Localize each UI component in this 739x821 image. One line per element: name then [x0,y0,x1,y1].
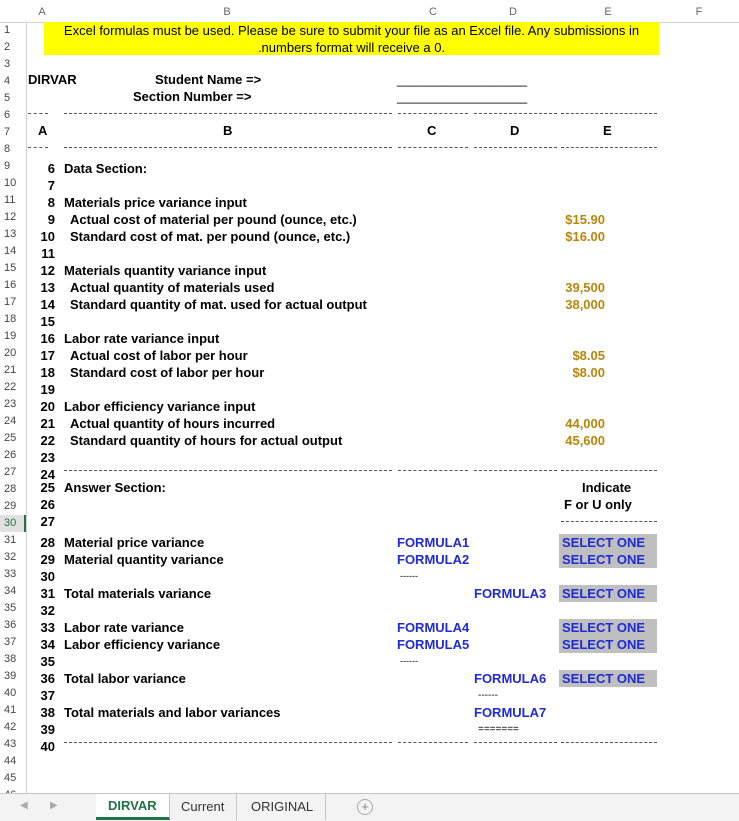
line-number[interactable]: 33 [40,620,55,635]
column-header-f[interactable]: F [695,6,703,18]
scroll-tabs-left-icon[interactable]: ◀ [20,800,28,811]
separator [28,113,48,114]
column-header-c[interactable]: C [429,6,437,18]
row-header[interactable]: 20 [4,347,17,359]
banner-line-2: .numbers format will receive a 0. [257,40,446,55]
line-number[interactable]: 22 [40,433,55,448]
formula-cell[interactable]: FORMULA3 [474,586,547,601]
sheet-code[interactable]: DIRVAR [28,72,77,87]
row-header[interactable]: 7 [4,126,11,138]
line-number[interactable]: 15 [40,314,55,329]
data-label[interactable]: Labor rate variance input [64,331,220,346]
formula-cell[interactable]: FORMULA6 [474,671,547,686]
line-number[interactable]: 14 [40,297,55,312]
line-number[interactable]: 12 [40,263,55,278]
banner-line-1: Excel formulas must be used. Please be sure to submit your file as an Excel file. Any submissions in [63,23,640,38]
spreadsheet-grid [27,22,739,793]
student-name-label[interactable]: Student Name => [155,72,262,87]
separator [398,147,468,148]
line-number[interactable]: 11 [41,246,55,261]
data-label[interactable]: Materials quantity variance input [64,263,267,278]
col-label-e[interactable]: E [603,123,612,138]
separator [561,742,657,743]
row-header[interactable]: 44 [4,755,17,767]
separator [561,521,657,522]
separator [561,113,657,114]
row-header[interactable]: 4 [4,75,11,87]
subtotal-underline[interactable]: ------ [478,690,498,701]
col-label-d[interactable]: D [510,123,520,138]
row-header[interactable]: 18 [4,313,17,325]
tab-original[interactable]: ORIGINAL [239,794,326,820]
row-header[interactable]: 15 [4,262,17,274]
row-header[interactable]: 39 [4,670,17,682]
line-number[interactable]: 27 [40,514,55,529]
separator [64,742,392,743]
data-label[interactable]: Data Section: [64,161,148,176]
data-label[interactable]: Standard cost of mat. per pound (ounce, etc.) [70,229,351,244]
row-header[interactable]: 22 [4,381,17,393]
separator [64,147,392,148]
column-header-e[interactable]: E [604,6,612,18]
select-one-dropdown[interactable]: SELECT ONE [559,636,657,653]
line-number[interactable]: 39 [40,722,55,737]
row-header[interactable]: 19 [4,330,17,342]
input-value[interactable]: $15.90 [565,212,605,227]
answer-label[interactable]: Labor rate variance [64,620,184,635]
row-header[interactable]: 21 [4,364,17,376]
data-label[interactable]: Labor efficiency variance input [64,399,256,414]
row-header[interactable]: 9 [4,160,11,172]
instructions-banner[interactable] [44,22,659,55]
col-label-a[interactable]: A [38,123,48,138]
row-header[interactable]: 17 [4,296,17,308]
formula-cell[interactable]: FORMULA1 [397,535,470,550]
input-value[interactable]: $16.00 [565,229,605,244]
row-header[interactable]: 5 [4,92,11,104]
data-label[interactable]: Actual cost of labor per hour [70,348,248,363]
column-header-d[interactable]: D [509,6,517,18]
row-header[interactable]: 25 [4,432,17,444]
answer-label[interactable]: Total materials and labor variances [64,705,281,720]
line-number[interactable]: 36 [40,671,55,686]
col-label-c[interactable]: C [427,123,437,138]
column-header-bar [0,0,739,23]
separator [561,147,657,148]
input-value[interactable]: $8.05 [572,348,605,363]
formula-cell[interactable]: FORMULA2 [397,552,470,567]
answer-label[interactable]: Total labor variance [64,671,186,686]
select-one-dropdown[interactable]: SELECT ONE [559,534,657,551]
row-header[interactable]: 28 [4,483,17,495]
line-number[interactable]: 19 [40,382,55,397]
data-label[interactable]: Standard quantity of hours for actual output [70,433,343,448]
row-header[interactable]: 36 [4,619,17,631]
row-header[interactable]: 26 [4,449,17,461]
separator [398,470,468,471]
line-number[interactable]: 26 [40,497,55,512]
line-number[interactable]: 21 [40,416,55,431]
input-value[interactable]: 39,500 [565,280,605,295]
row-header[interactable]: 27 [4,466,17,478]
input-value[interactable]: 38,000 [565,297,605,312]
row-header[interactable]: 3 [4,58,11,70]
row-header[interactable]: 34 [4,585,17,597]
separator [474,742,557,743]
row-header[interactable]: 14 [4,245,17,257]
data-label[interactable]: Actual quantity of hours incurred [70,416,276,431]
row-header[interactable]: 6 [4,109,11,121]
answer-label[interactable]: Material price variance [64,535,205,550]
row-header[interactable]: 24 [4,415,17,427]
line-number[interactable]: 25 [40,480,55,495]
line-number[interactable]: 6 [47,161,55,176]
line-number[interactable]: 16 [40,331,55,346]
line-number[interactable]: 40 [40,739,55,754]
data-label[interactable]: Actual cost of material per pound (ounce, etc.) [70,212,357,227]
line-number[interactable]: 9 [47,212,55,227]
answer-section-title[interactable]: Answer Section: [64,480,166,495]
answer-label[interactable]: Total materials variance [64,586,212,601]
row-header[interactable]: 32 [4,551,17,563]
data-label[interactable]: Materials price variance input [64,195,247,210]
row-header[interactable]: 45 [4,772,17,784]
input-value[interactable]: 44,000 [565,416,605,431]
row-header[interactable]: 12 [4,211,17,223]
line-number[interactable]: 8 [47,195,55,210]
tab-dirvar[interactable]: DIRVAR [96,794,170,820]
line-number[interactable]: 13 [40,280,55,295]
line-number[interactable]: 35 [40,654,55,669]
separator [561,470,657,471]
formula-cell[interactable]: FORMULA4 [397,620,470,635]
formula-cell[interactable]: FORMULA7 [474,705,547,720]
row-header[interactable]: 37 [4,636,17,648]
separator [398,742,468,743]
formula-cell[interactable]: FORMULA5 [397,637,470,652]
line-number[interactable]: 23 [40,450,55,465]
section-number-input[interactable]: __________________ [397,89,528,104]
section-number-label[interactable]: Section Number => [133,89,252,104]
row-header[interactable]: 31 [4,534,17,546]
subtotal-underline[interactable]: ------ [400,656,418,666]
input-value[interactable]: $8.00 [572,365,605,380]
column-header-a[interactable]: A [38,6,46,18]
f-or-u-label[interactable]: F or U only [564,497,632,512]
row-header[interactable]: 13 [4,228,17,240]
line-number[interactable]: 31 [40,586,55,601]
row-header[interactable]: 43 [4,738,17,750]
separator [474,147,557,148]
line-number[interactable]: 32 [40,603,55,618]
separator [64,113,392,114]
row-header[interactable]: 23 [4,398,17,410]
row-header[interactable]: 38 [4,653,17,665]
indicate-label[interactable]: Indicate [582,480,632,495]
select-one-dropdown[interactable]: SELECT ONE [559,551,657,568]
student-name-input[interactable]: __________________ [397,72,528,87]
input-value[interactable]: 45,600 [565,433,605,448]
line-number[interactable]: 38 [40,705,55,720]
line-number[interactable]: 18 [40,365,55,380]
line-number[interactable]: 30 [40,569,55,584]
col-label-b[interactable]: B [223,123,233,138]
row-header[interactable]: 33 [4,568,17,580]
scroll-tabs-right-icon[interactable]: ▶ [50,800,58,811]
row-header[interactable]: 2 [4,41,11,53]
separator [474,470,557,471]
separator [398,113,468,114]
line-number[interactable]: 20 [40,399,55,414]
row-header[interactable]: 40 [4,687,17,699]
line-number[interactable]: 10 [40,229,55,244]
subtotal-underline[interactable]: ======= [478,724,519,735]
separator [64,470,392,471]
line-number[interactable]: 29 [40,552,55,567]
add-sheet-icon[interactable]: + [357,799,373,815]
answer-label[interactable]: Labor efficiency variance [64,637,221,652]
select-one-dropdown[interactable]: SELECT ONE [559,619,657,636]
separator [28,147,48,148]
row-header[interactable]: 1 [4,24,11,36]
select-one-dropdown[interactable]: SELECT ONE [559,670,657,687]
line-number[interactable]: 37 [40,688,55,703]
separator [474,113,557,114]
row-header[interactable]: 29 [4,500,17,512]
subtotal-underline[interactable]: ------ [400,571,418,581]
row-header[interactable]: 8 [4,143,11,155]
row-header[interactable]: 42 [4,721,17,733]
row-header[interactable]: 10 [4,177,17,189]
line-number[interactable]: 17 [40,348,55,363]
tab-current[interactable]: Current [169,794,237,820]
row-header[interactable]: 11 [4,194,16,206]
select-one-dropdown[interactable]: SELECT ONE [559,585,657,602]
line-number[interactable]: 24 [40,467,55,482]
row-header[interactable]: 30 [0,515,26,532]
line-number[interactable]: 28 [40,535,55,550]
row-header[interactable]: 16 [4,279,17,291]
data-label[interactable]: Actual quantity of materials used [70,280,275,295]
row-header[interactable]: 41 [4,704,17,716]
data-label[interactable]: Standard cost of labor per hour [70,365,265,380]
line-number[interactable]: 7 [47,178,55,193]
answer-label[interactable]: Material quantity variance [64,552,224,567]
sheet-tab-bar [0,793,739,821]
line-number[interactable]: 34 [40,637,55,652]
row-header[interactable]: 35 [4,602,17,614]
column-header-b[interactable]: B [223,6,231,18]
data-label[interactable]: Standard quantity of mat. used for actual output [70,297,367,312]
